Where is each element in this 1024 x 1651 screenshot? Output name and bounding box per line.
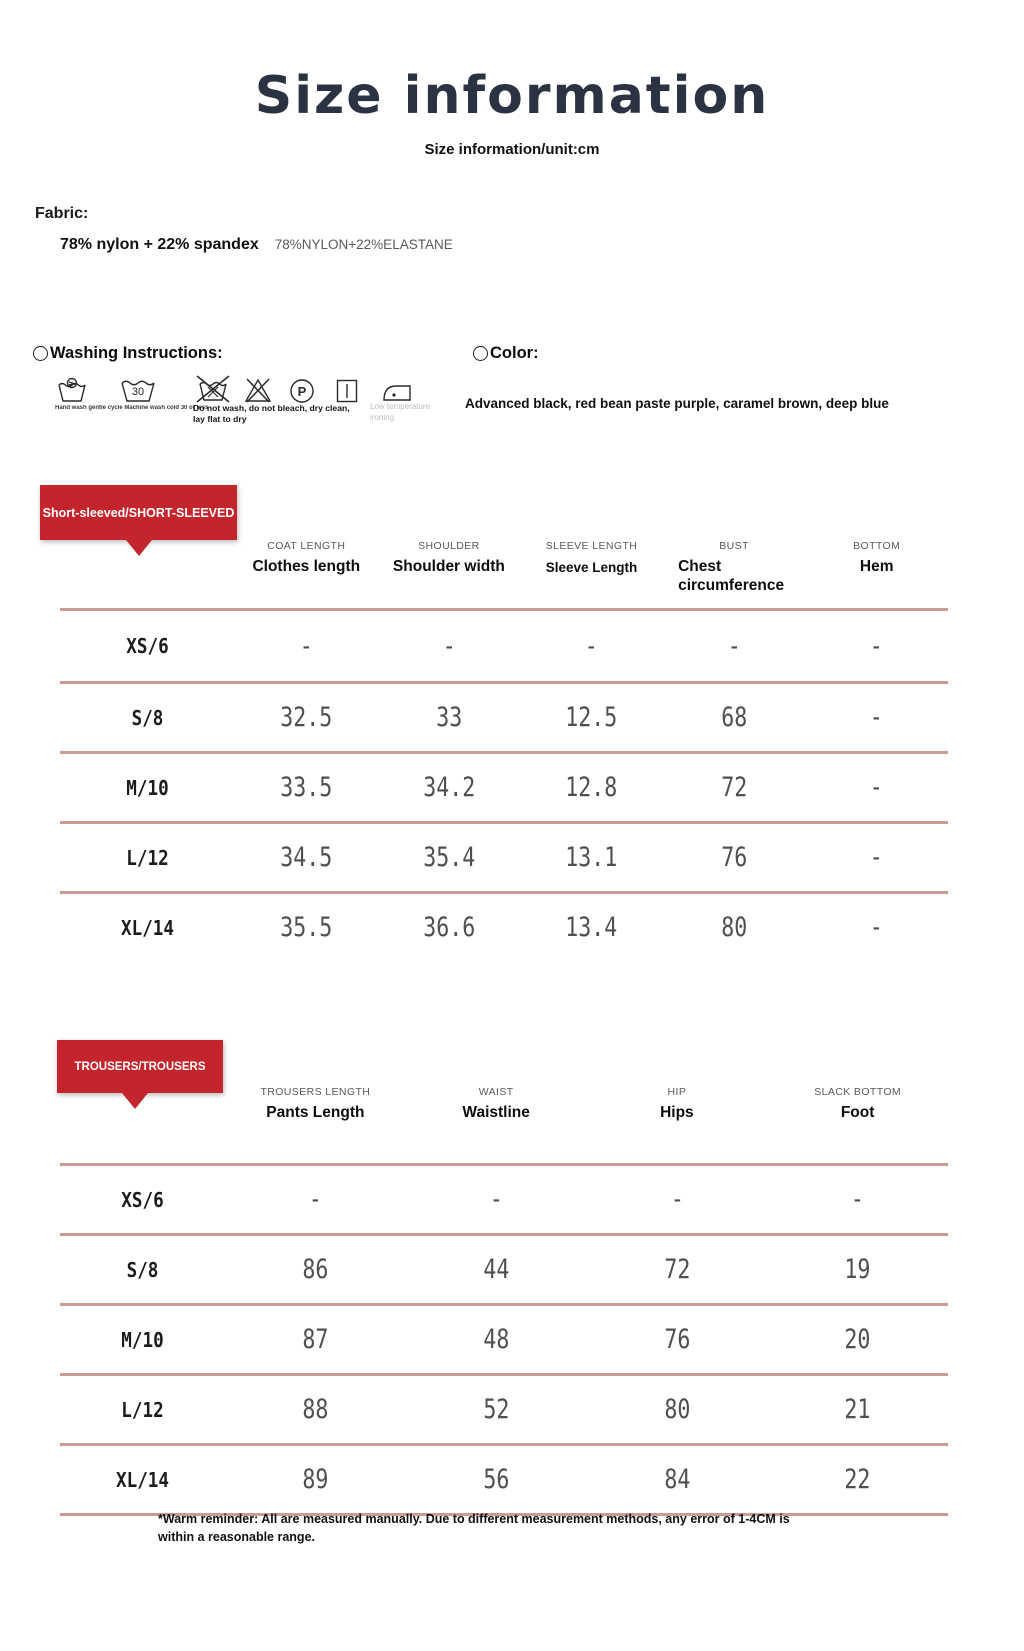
- column-bold-label: Clothes length: [252, 558, 361, 575]
- cell-value: -: [870, 772, 884, 803]
- column-header-bottom: [805, 540, 948, 577]
- do-not-wash-icon: [195, 374, 231, 404]
- table-row-l12: [60, 1376, 948, 1446]
- cell-value: 72: [721, 772, 748, 803]
- table-row-s8: [60, 1236, 948, 1306]
- color-header: [473, 344, 539, 363]
- table-row-l12: [60, 824, 948, 894]
- cell-value: 12.8: [565, 772, 618, 803]
- fabric-value-primary: 78% nylon + 22% spandex: [60, 236, 259, 253]
- fabric-value-secondary: 78%NYLON+22%ELASTANE: [274, 237, 453, 252]
- cell-value: -: [870, 842, 884, 873]
- column-caps-label: SLACK BOTTOM: [814, 1086, 902, 1098]
- column-bold-label: Foot: [840, 1104, 875, 1121]
- cell-value: 35.5: [280, 912, 333, 943]
- cell-value: 56: [483, 1464, 510, 1495]
- fabric-value: [60, 236, 453, 254]
- column-bold-label: Sleeve Length: [545, 560, 638, 575]
- cell-value: 68: [721, 702, 748, 733]
- hand-wash-caption: Hand wash gentle cycle Machine wash cold 30 or less: [55, 405, 209, 411]
- cell-value: 44: [483, 1254, 510, 1285]
- cell-value: 12.5: [565, 702, 618, 733]
- cell-value: 36.6: [422, 912, 475, 943]
- size-label: S/8: [131, 705, 164, 730]
- washing-caption: Do not wash, do not bleach, dry clean, lay flat to dry: [193, 403, 350, 425]
- washing-icons-row: [55, 372, 413, 404]
- short-sleeved-size-table: [60, 532, 948, 961]
- cell-value: 33: [435, 702, 462, 733]
- column-caps-label: SLEEVE LENGTH: [545, 540, 638, 552]
- circle-bullet-icon: [33, 346, 48, 361]
- trousers-size-table: [60, 1078, 948, 1516]
- table-header-row: [60, 1078, 948, 1166]
- svg-text:P: P: [297, 384, 307, 399]
- cell-value: -: [584, 630, 598, 662]
- cell-value: -: [308, 1184, 322, 1215]
- cell-value: 88: [302, 1394, 329, 1425]
- iron-caption: Low temperature ironing: [370, 402, 431, 422]
- page-subtitle: Size information/unit:cm: [424, 141, 600, 158]
- cell-value: -: [670, 1184, 684, 1215]
- table-row-xs6: [60, 1166, 948, 1236]
- washing-instructions-label: Washing Instructions:: [50, 344, 223, 362]
- size-label: L/12: [126, 845, 169, 870]
- cell-value: 80: [663, 1394, 690, 1425]
- cell-value: -: [489, 1184, 503, 1215]
- column-header-waist: [406, 1086, 587, 1123]
- table-row-xs6: [60, 611, 948, 684]
- column-caps-label: HIP: [667, 1086, 687, 1098]
- machine-wash-30-icon: [118, 374, 158, 404]
- color-value: Advanced black, red bean paste purple, caramel brown, deep blue: [465, 396, 889, 411]
- table-row-s8: [60, 684, 948, 754]
- cell-value: -: [727, 630, 741, 662]
- table-row-m10: [60, 1306, 948, 1376]
- column-header-trousers-length: [225, 1086, 406, 1123]
- column-header-sleeve-length: [520, 540, 663, 577]
- cell-value: 21: [844, 1394, 871, 1425]
- cell-value: 34.5: [280, 842, 333, 873]
- cell-value: 19: [844, 1254, 871, 1285]
- cell-value: 33.5: [280, 772, 333, 803]
- size-label: XL/14: [116, 1467, 169, 1492]
- cell-value: 32.5: [280, 702, 333, 733]
- size-label: XS/6: [126, 634, 169, 658]
- cell-value: 87: [302, 1324, 329, 1355]
- svg-text:30: 30: [131, 386, 145, 398]
- column-header-slack-bottom: [767, 1086, 948, 1123]
- column-caps-label: SHOULDER: [418, 540, 480, 552]
- cell-value: 76: [663, 1324, 690, 1355]
- cell-value: 20: [844, 1324, 871, 1355]
- column-bold-label: Shoulder width: [392, 558, 505, 575]
- column-caps-label: BUST: [719, 540, 749, 552]
- cell-value: -: [299, 630, 313, 662]
- table-row-m10: [60, 754, 948, 824]
- cell-value: 13.1: [565, 842, 618, 873]
- cell-value: 52: [483, 1394, 510, 1425]
- cell-value: 84: [663, 1464, 690, 1495]
- cell-value: 48: [483, 1324, 510, 1355]
- color-label: Color:: [490, 344, 539, 362]
- column-bold-label: Hem: [859, 558, 894, 575]
- column-caps-label: WAIST: [478, 1086, 514, 1098]
- page-title: Size information: [254, 66, 770, 126]
- cell-value: -: [851, 1184, 865, 1215]
- column-bold-label: Hips: [660, 1104, 694, 1121]
- table-row-xl14: [60, 1446, 948, 1516]
- column-bold-label: Pants Length: [266, 1104, 365, 1121]
- do-not-bleach-icon: [243, 376, 273, 404]
- drip-dry-icon: [335, 378, 359, 404]
- column-caps-label: TROUSERS LENGTH: [260, 1086, 371, 1098]
- cell-value: -: [870, 912, 884, 943]
- cell-value: -: [870, 630, 884, 662]
- cell-value: 13.4: [565, 912, 618, 943]
- size-label: XS/6: [121, 1187, 164, 1212]
- size-label: M/10: [126, 775, 169, 800]
- cell-value: 86: [302, 1254, 329, 1285]
- cell-value: -: [442, 630, 456, 662]
- cell-value: -: [870, 702, 884, 733]
- cell-value: 76: [721, 842, 748, 873]
- cell-value: 72: [663, 1254, 690, 1285]
- dry-clean-icon: [289, 378, 315, 404]
- cell-value: 89: [302, 1464, 329, 1495]
- table-row-xl14: [60, 894, 948, 961]
- column-caps-label: COAT LENGTH: [267, 540, 346, 552]
- column-header-hip: [587, 1086, 768, 1123]
- column-header-shoulder: [378, 540, 521, 577]
- washing-instructions-header: [33, 344, 223, 363]
- cell-value: 35.4: [422, 842, 475, 873]
- size-label: M/10: [121, 1327, 164, 1352]
- trousers-banner: TROUSERS/TROUSERS: [57, 1040, 223, 1093]
- hand-wash-icon: [55, 374, 89, 404]
- cell-value: 80: [721, 912, 748, 943]
- fabric-label: Fabric:: [35, 205, 89, 222]
- size-label: S/8: [126, 1257, 159, 1282]
- cell-value: 22: [844, 1464, 871, 1495]
- low-temperature-iron-icon: [381, 378, 413, 404]
- circle-bullet-icon: [473, 346, 488, 361]
- column-bold-label: Waistline: [462, 1104, 530, 1121]
- column-caps-label: BOTTOM: [853, 540, 901, 552]
- column-header-coat-length: [235, 540, 378, 577]
- warm-reminder: *Warm reminder: All are measured manually. Due to different measurement methods, any error of 1-4CM is within a reasonable range.: [158, 1512, 790, 1545]
- column-header-bust: [663, 540, 806, 595]
- size-label: XL/14: [121, 915, 174, 940]
- short-sleeved-banner: Short-sleeved/SHORT-SLEEVED: [40, 485, 237, 540]
- cell-value: 34.2: [422, 772, 475, 803]
- column-bold-label: Chest circumference: [678, 558, 785, 594]
- table-header-row: [60, 532, 948, 611]
- size-label: L/12: [121, 1397, 164, 1422]
